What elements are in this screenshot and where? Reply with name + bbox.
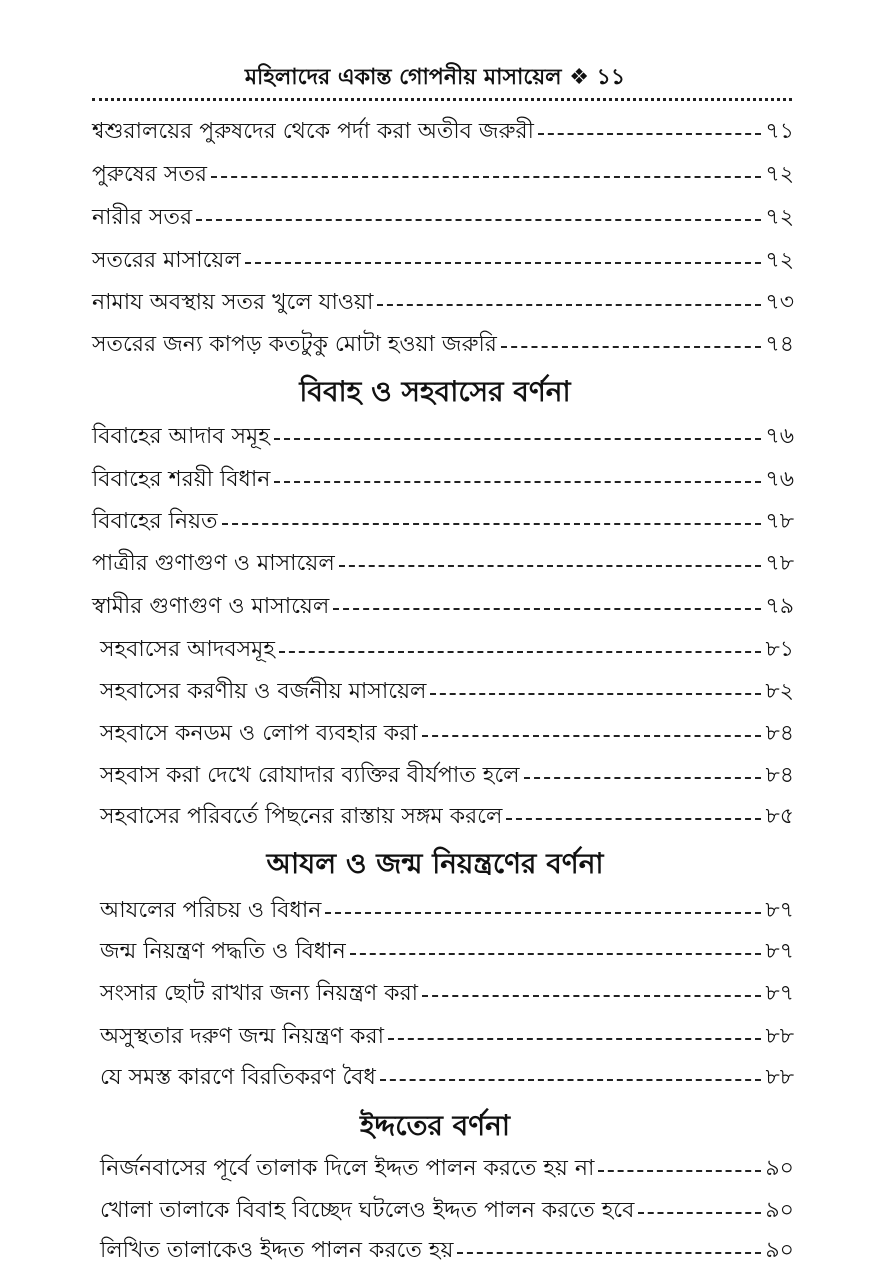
toc-entry bbox=[100, 798, 794, 836]
section-heading: ইদ্দতের বর্ণনা bbox=[359, 1109, 511, 1142]
toc-entry-title: সহবাসের পরিবর্তে পিছনের রাস্তায় সঙ্গম করলে bbox=[100, 803, 503, 829]
section-heading: বিবাহ ও সহবাসের বর্ণনা bbox=[299, 375, 571, 408]
toc-entry bbox=[92, 418, 794, 456]
toc-entry-title: সহবাসের করণীয় ও বর্জনীয় মাসায়েল bbox=[100, 678, 427, 704]
toc-leader bbox=[279, 651, 761, 653]
toc-entry-title: স্বামীর গুণাগুণ ও মাসায়েল bbox=[92, 593, 330, 619]
toc-entry bbox=[100, 933, 794, 971]
toc-entry-title: নামায অবস্থায় সতর খুলে যাওয়া bbox=[92, 289, 374, 315]
toc-page-number: ৮৮ bbox=[765, 1023, 794, 1049]
toc-entry bbox=[92, 284, 794, 322]
toc-entry bbox=[92, 242, 794, 280]
running-head: মহিলাদের একান্ত গোপনীয় মাসায়েল ❖ ১১ bbox=[244, 65, 626, 90]
toc-entry bbox=[100, 975, 794, 1013]
toc-entry-title: সহবাসে কনডম ও লোপ ব্যবহার করা bbox=[100, 720, 418, 746]
section-heading: আযল ও জন্ম নিয়ন্ত্রণের বর্ণনা bbox=[266, 847, 604, 880]
toc-entry bbox=[92, 156, 794, 194]
toc-entry-title: জন্ম নিয়ন্ত্রণ পদ্ধতি ও বিধান bbox=[100, 938, 346, 964]
toc-page-number: ৭২ bbox=[765, 204, 794, 230]
toc-entry bbox=[100, 1232, 794, 1270]
toc-page-number: ৭৬ bbox=[765, 466, 794, 492]
toc-entry-title: পুরুষের সতর bbox=[92, 161, 208, 187]
toc-page-number: ৯০ bbox=[765, 1155, 794, 1181]
toc-entry bbox=[100, 1018, 794, 1056]
toc-entry-title: বিবাহের নিয়ত bbox=[92, 508, 218, 534]
toc-entry-title: সতরের মাসায়েল bbox=[92, 247, 241, 273]
header-dotted-rule bbox=[92, 98, 792, 101]
toc-entry bbox=[100, 1192, 794, 1230]
toc-leader bbox=[211, 176, 761, 178]
toc-page-number: ৮১ bbox=[765, 636, 794, 662]
toc-entry bbox=[100, 892, 794, 930]
toc-entry bbox=[100, 673, 794, 711]
toc-leader bbox=[430, 693, 761, 695]
toc-leader bbox=[274, 481, 761, 483]
toc-entry bbox=[92, 503, 794, 541]
toc-page-number: ৭৬ bbox=[765, 423, 794, 449]
toc-entry-title: নির্জনবাসের পূর্বে তালাক দিলে ইদ্দত পালন করতে হয় না bbox=[100, 1155, 595, 1181]
toc-entry-title: অসুস্থতার দরুণ জন্ম নিয়ন্ত্রণ করা bbox=[100, 1023, 385, 1049]
toc-page-number: ৭১ bbox=[765, 118, 794, 144]
toc-entry-title: বিবাহের শরয়ী বিধান bbox=[92, 466, 271, 492]
toc-leader bbox=[524, 777, 762, 779]
toc-page-number: ৮৭ bbox=[765, 938, 794, 964]
toc-page-number: ৮৪ bbox=[765, 720, 794, 746]
toc-entry bbox=[100, 1150, 794, 1188]
toc-entry bbox=[92, 545, 794, 583]
toc-entry bbox=[92, 588, 794, 626]
toc-leader bbox=[380, 1079, 762, 1081]
toc-page-number: ৭৪ bbox=[765, 331, 794, 357]
toc-leader bbox=[350, 953, 762, 955]
toc-page-number: ৭৮ bbox=[765, 508, 794, 534]
toc-entry-title: লিখিত তালাকেও ইদ্দত পালন করতে হয় bbox=[100, 1237, 454, 1263]
toc-leader bbox=[638, 1212, 761, 1214]
toc-entry bbox=[100, 1059, 794, 1097]
toc-page-number: ৮৮ bbox=[765, 1064, 794, 1090]
toc-leader bbox=[598, 1170, 761, 1172]
toc-page-number: ৮৭ bbox=[765, 980, 794, 1006]
toc-page-number: ৯০ bbox=[765, 1237, 794, 1263]
toc-page-number: ৭৩ bbox=[765, 289, 794, 315]
toc-entry-title: সতরের জন্য কাপড় কতটুকু মোটা হওয়া জরুরি bbox=[92, 331, 497, 357]
toc-leader bbox=[222, 523, 762, 525]
toc-entry bbox=[92, 326, 794, 364]
toc-page-number: ৭২ bbox=[765, 161, 794, 187]
toc-entry bbox=[100, 631, 794, 669]
toc-leader bbox=[333, 608, 761, 610]
toc-leader bbox=[325, 912, 761, 914]
toc-leader bbox=[274, 438, 762, 440]
toc-entry bbox=[92, 461, 794, 499]
toc-page-number: ৯০ bbox=[765, 1197, 794, 1223]
toc-entry-title: সংসার ছোট রাখার জন্য নিয়ন্ত্রণ করা bbox=[100, 980, 419, 1006]
toc-page-number: ৮৭ bbox=[765, 897, 794, 923]
toc-entry-title: সহবাসের আদবসমূহ bbox=[100, 636, 275, 662]
toc-leader bbox=[538, 133, 762, 135]
toc-leader bbox=[377, 304, 761, 306]
toc-leader bbox=[196, 219, 761, 221]
toc-entry-title: যে সমস্ত কারণে বিরতিকরণ বৈধ bbox=[100, 1064, 376, 1090]
toc-entry-title: সহবাস করা দেখে রোযাদার ব্যক্তির বীর্যপাত হলে bbox=[100, 762, 520, 788]
toc-page-number: ৮৪ bbox=[765, 762, 794, 788]
toc-entry bbox=[92, 199, 794, 237]
toc-page-number: ৮২ bbox=[765, 678, 794, 704]
toc-entry-title: বিবাহের আদাব সমূহ bbox=[92, 423, 270, 449]
toc-entry bbox=[100, 715, 794, 753]
toc-entry-title: খোলা তালাকে বিবাহ বিচ্ছেদ ঘটলেও ইদ্দত পালন করতে হবে bbox=[100, 1197, 635, 1223]
toc-entry-title: নারীর সতর bbox=[92, 204, 193, 230]
toc-leader bbox=[422, 995, 761, 997]
toc-leader bbox=[501, 346, 762, 348]
toc-page-number: ৭৯ bbox=[765, 593, 794, 619]
toc-page-number: ৭৮ bbox=[765, 550, 794, 576]
toc-leader bbox=[422, 735, 762, 737]
toc-entry-title: আযলের পরিচয় ও বিধান bbox=[100, 897, 322, 923]
toc-entry bbox=[100, 757, 794, 795]
toc-leader bbox=[339, 565, 762, 567]
toc-leader bbox=[245, 262, 762, 264]
toc-leader bbox=[457, 1252, 761, 1254]
toc-page-number: ৭২ bbox=[765, 247, 794, 273]
toc-leader bbox=[506, 818, 761, 820]
toc-page-number: ৮৫ bbox=[765, 803, 794, 829]
toc-entry-title: পাত্রীর গুণাগুণ ও মাসায়েল bbox=[92, 550, 335, 576]
toc-entry bbox=[92, 113, 794, 151]
toc-entry-title: শ্বশুরালয়ের পুরুষদের থেকে পর্দা করা অতীব জরুরী bbox=[92, 118, 534, 144]
toc-leader bbox=[388, 1038, 761, 1040]
